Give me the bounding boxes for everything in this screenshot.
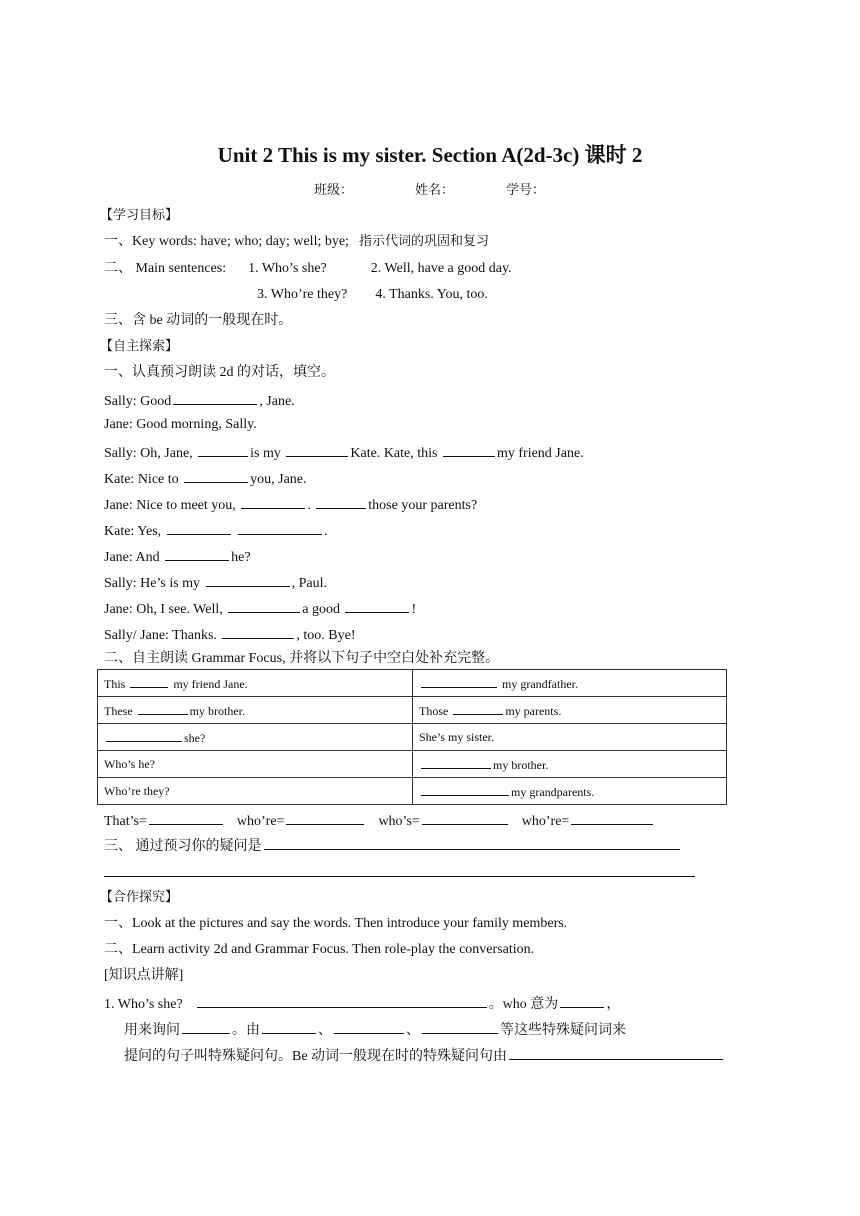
knowledge-line-3: 提问的句子叫特殊疑问句。Be 动词一般现在时的特殊疑问句由 [124, 1045, 725, 1066]
fill-blank[interactable] [182, 1019, 230, 1034]
dialog-line: Sally: Oh, Jane, is my Kate. Kate, this my friend Jane. [104, 442, 584, 463]
fill-blank[interactable] [241, 494, 305, 509]
fill-blank[interactable] [222, 624, 294, 639]
number-label: 学号： [506, 183, 546, 198]
goals-line-3: 3. Who’re they? 4. Thanks. You, too. [257, 287, 488, 302]
table-cell: my grandparents. [413, 778, 727, 805]
coop-line-2: 二、Learn activity 2d and Grammar Focus. Then role-play the conversation. [104, 942, 535, 957]
fill-blank[interactable] [198, 442, 248, 457]
fill-blank[interactable] [453, 702, 503, 715]
coop-heading: 【合作探究】 [100, 890, 179, 905]
name-label: 姓名： [415, 183, 455, 198]
fill-blank[interactable] [421, 756, 491, 769]
table-cell: my brother. [413, 751, 727, 778]
goals-heading: 【学习目标】 [100, 208, 179, 223]
table-cell: This my friend Jane. [98, 670, 413, 697]
fill-blank[interactable] [316, 494, 366, 509]
fill-blank[interactable] [130, 675, 168, 688]
table-cell: Who’re they? [98, 778, 413, 805]
fill-blank[interactable] [443, 442, 495, 457]
dialog-line: Sally: Good , Jane. [104, 390, 295, 411]
table-cell: she? [98, 724, 413, 751]
dialog-line: Jane: Nice to meet you, . those your parents? [104, 494, 477, 515]
table-row [98, 697, 727, 724]
fill-blank[interactable] [106, 729, 182, 742]
goals-line-1: 一、Key words: have; who; day; well; bye; 指示代词的巩固和复习 [104, 234, 489, 249]
dialog-line: Kate: Nice to you, Jane. [104, 468, 307, 489]
fill-blank[interactable] [286, 810, 364, 825]
fill-blank[interactable] [560, 993, 604, 1008]
table-cell: Who’s he? [98, 751, 413, 778]
fill-blank[interactable] [167, 520, 231, 535]
table-row [98, 751, 727, 778]
fill-blank[interactable] [421, 675, 497, 688]
fill-blank[interactable] [138, 702, 188, 715]
fill-blank[interactable] [149, 810, 223, 825]
table-cell: These my brother. [98, 697, 413, 724]
question-blank[interactable] [264, 835, 680, 850]
dialog-line: Jane: Oh, I see. Well, a good ! [104, 598, 416, 619]
fill-blank[interactable] [345, 598, 409, 613]
knowledge-line-2: 用来询问 。由 、 、 等这些特殊疑问词来 [124, 1019, 626, 1040]
table-cell: She’s my sister. [413, 724, 727, 751]
table-row [98, 670, 727, 697]
answer-line[interactable] [104, 876, 695, 877]
explore-heading: 【自主探索】 [100, 339, 179, 354]
knowledge-heading: [知识点讲解] [104, 968, 184, 983]
fill-blank[interactable] [173, 390, 257, 405]
fill-blank[interactable] [184, 468, 248, 483]
fill-blank[interactable] [286, 442, 348, 457]
goals-line-2: 二、 Main sentences: 1. Who’s she? 2. Well, have a good day. [104, 261, 512, 276]
dialog-line: Kate: Yes, . [104, 520, 328, 541]
fill-blank[interactable] [422, 810, 508, 825]
fill-blank[interactable] [421, 783, 509, 796]
fill-blank[interactable] [197, 993, 487, 1008]
explore-line-2: 二、自主朗读 Grammar Focus, 并将以下句子中空白处补充完整。 [104, 651, 500, 666]
student-info [314, 182, 545, 200]
dialog-line: Sally/ Jane: Thanks. , too. Bye! [104, 624, 356, 645]
fill-blank[interactable] [571, 810, 653, 825]
dialog-line: Jane: And he? [104, 546, 251, 567]
explore-line-1: 一、认真预习朗读 2d 的对话，填空。 [104, 365, 335, 380]
grammar-focus-table [97, 669, 727, 805]
knowledge-line-1: 1. Who’s she? 。who 意为 ， [104, 993, 620, 1014]
table-cell: Those my parents. [413, 697, 727, 724]
fill-blank[interactable] [334, 1019, 404, 1034]
fill-blank[interactable] [206, 572, 290, 587]
fill-blank[interactable] [238, 520, 322, 535]
table-row [98, 724, 727, 751]
goals-line-4: 三、含 be 动词的一般现在时。 [104, 313, 293, 328]
class-label: 班级： [314, 183, 354, 198]
table-cell: my grandfather. [413, 670, 727, 697]
fill-blank[interactable] [228, 598, 300, 613]
table-row [98, 778, 727, 805]
fill-blank[interactable] [165, 546, 229, 561]
dialog-line: Sally: He’s is my , Paul. [104, 572, 327, 593]
page-title: Unit 2 This is my sister. Section A(2d-3c) 课时 2 [217, 143, 643, 167]
coop-line-1: 一、Look at the pictures and say the words. Then introduce your family members. [104, 916, 568, 931]
fill-blank[interactable] [422, 1019, 498, 1034]
contractions-line: That’s= who’re= who’s= who’re= [104, 810, 655, 831]
fill-blank[interactable] [262, 1019, 316, 1034]
fill-blank[interactable] [509, 1045, 723, 1060]
dialog-line: Jane: Good morning, Sally. [104, 417, 257, 432]
question-line: 三、 通过预习你的疑问是 [104, 835, 682, 856]
